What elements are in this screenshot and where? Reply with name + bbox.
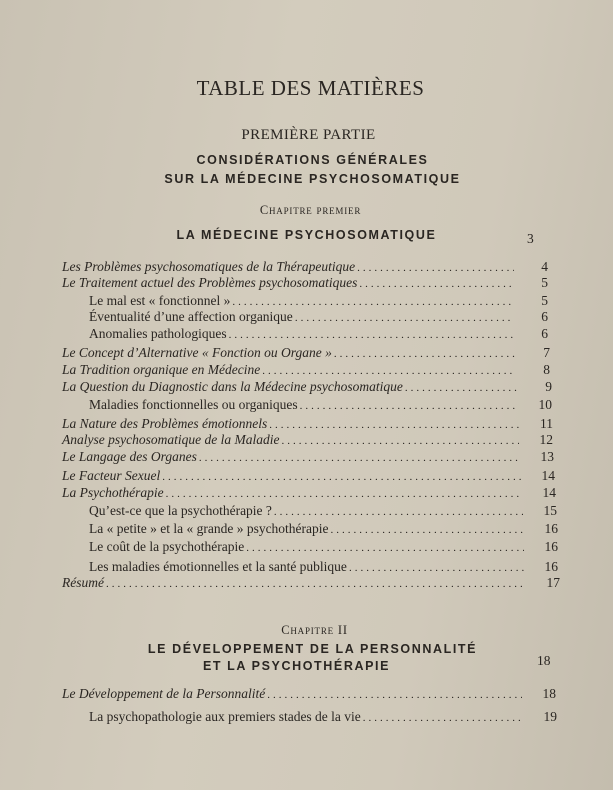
toc-entry	[89, 709, 557, 725]
toc-entry	[62, 686, 556, 702]
toc-entry-title: La Nature des Problèmes émotionnels	[62, 416, 268, 431]
dot-leader	[262, 365, 516, 377]
toc-entry-title: Le Traitement actuel des Problèmes psychosomatiques	[62, 275, 358, 290]
toc-entry-page: 14	[541, 468, 555, 483]
toc-entry-title: Analyse psychosomatique de la Maladie	[62, 432, 280, 447]
toc-entry-page: 15	[543, 503, 557, 518]
dot-leader	[300, 400, 518, 412]
dot-leader	[281, 435, 519, 447]
toc-entry	[89, 397, 552, 413]
toc-entry	[62, 345, 550, 361]
toc-entry-page: 14	[542, 485, 556, 500]
page-title: TABLE DES MATIÈRES	[196, 76, 425, 100]
chapter-2-title-line-1: LE DÉVELOPPEMENT DE LA PERSONNALITÉ	[147, 642, 478, 656]
dot-leader	[106, 578, 526, 590]
toc-entry-page: 5	[541, 275, 548, 290]
dot-leader	[405, 382, 518, 394]
toc-entry-page: 18	[542, 686, 556, 701]
toc-entry-page: 19	[543, 709, 557, 724]
dot-leader	[199, 452, 520, 464]
part-heading: PREMIÈRE PARTIE	[241, 127, 376, 143]
dot-leader	[334, 348, 516, 360]
toc-entry-title: La psychopathologie aux premiers stades de la vie	[89, 709, 361, 724]
toc-entry-title: Le Concept d’Alternative « Fonction ou Organe »	[62, 345, 332, 360]
toc-entry-page: 16	[544, 559, 558, 574]
toc-entry	[89, 559, 558, 575]
toc-entry-title: La Tradition organique en Médecine	[62, 362, 261, 377]
toc-entry-title: Le Développement de la Personnalité	[62, 686, 266, 701]
chapter-2-label: Chapitre II	[281, 623, 348, 637]
toc-entry-title: Le mal est « fonctionnel »	[89, 293, 231, 308]
toc-entry-page: 4	[541, 259, 548, 274]
dot-leader	[274, 506, 523, 518]
toc-entry-title: Anomalies pathologiques	[89, 326, 227, 341]
toc-entry-title: Maladies fonctionnelles ou organiques	[89, 397, 298, 412]
dot-leader	[295, 312, 514, 324]
dot-leader	[229, 329, 514, 341]
toc-entry-title: La Question du Diagnostic dans la Médecine psychosomatique	[62, 379, 403, 394]
toc-entry-title: La Psychothérapie	[62, 485, 164, 500]
toc-entry-title: Les Problèmes psychosomatiques de la Thérapeutique	[62, 259, 356, 274]
toc-entry	[89, 293, 548, 309]
toc-entry-page: 6	[541, 309, 548, 324]
chapter-1-title: LA MÉDECINE PSYCHOSOMATIQUE	[176, 228, 437, 242]
toc-entry	[62, 416, 553, 432]
toc-entry	[89, 521, 558, 537]
toc-entry-page: 16	[544, 539, 558, 554]
toc-entry	[89, 503, 557, 519]
dot-leader	[359, 278, 514, 290]
toc-entry-page: 13	[540, 449, 554, 464]
toc-entry-page: 8	[543, 362, 550, 377]
toc-entry-title: La « petite » et la « grande » psychothérapie	[89, 521, 329, 536]
chapter-2-title-line-2: ET LA PSYCHOTHÉRAPIE	[202, 659, 391, 673]
toc-entry	[89, 539, 558, 555]
chapter-1-page: 3	[527, 231, 534, 246]
toc-entry	[62, 362, 550, 378]
toc-entry	[89, 326, 548, 342]
toc-entry	[62, 468, 555, 484]
toc-entry-page: 17	[546, 575, 560, 590]
toc-entry	[62, 449, 554, 465]
dot-leader	[246, 542, 524, 554]
toc-entry	[62, 379, 552, 395]
dot-leader	[331, 524, 524, 536]
dot-leader	[357, 262, 514, 274]
toc-entry-title: Les maladies émotionnelles et la santé publique	[89, 559, 347, 574]
dot-leader	[349, 562, 524, 574]
chapter-2-page: 18	[537, 653, 551, 668]
toc-entry-title: Résumé	[62, 575, 104, 590]
dot-leader	[267, 689, 522, 701]
toc-entry-page: 5	[541, 293, 548, 308]
toc-entry-title: Éventualité d’une affection organique	[89, 309, 293, 324]
toc-entry-page: 11	[540, 416, 553, 431]
toc-entry	[62, 259, 548, 275]
dot-leader	[162, 471, 521, 483]
toc-entry-title: Qu’est-ce que la psychothérapie ?	[89, 503, 272, 518]
dot-leader	[232, 296, 514, 308]
toc-entry-page: 6	[541, 326, 548, 341]
toc-entry	[62, 275, 548, 291]
part-subtitle-line-1: CONSIDÉRATIONS GÉNÉRALES	[196, 153, 429, 167]
part-subtitle-line-2: SUR LA MÉDECINE PSYCHOSOMATIQUE	[164, 172, 461, 186]
toc-entry-page: 7	[543, 345, 550, 360]
toc-entry	[62, 575, 560, 591]
toc-entry-page: 16	[544, 521, 558, 536]
toc-entry-title: Le coût de la psychothérapie	[89, 539, 245, 554]
toc-entry-page: 10	[538, 397, 552, 412]
toc-entry-page: 9	[545, 379, 552, 394]
dot-leader	[269, 419, 519, 431]
chapter-1-label: Chapitre premier	[259, 203, 362, 217]
toc-entry-title: Le Langage des Organes	[62, 449, 197, 464]
dot-leader	[166, 488, 522, 500]
toc-entry-title: Le Facteur Sexuel	[62, 468, 161, 483]
toc-entry	[62, 485, 556, 501]
toc-entry	[62, 432, 553, 448]
toc-entry	[89, 309, 548, 325]
dot-leader	[363, 712, 523, 724]
toc-entry-page: 12	[539, 432, 553, 447]
